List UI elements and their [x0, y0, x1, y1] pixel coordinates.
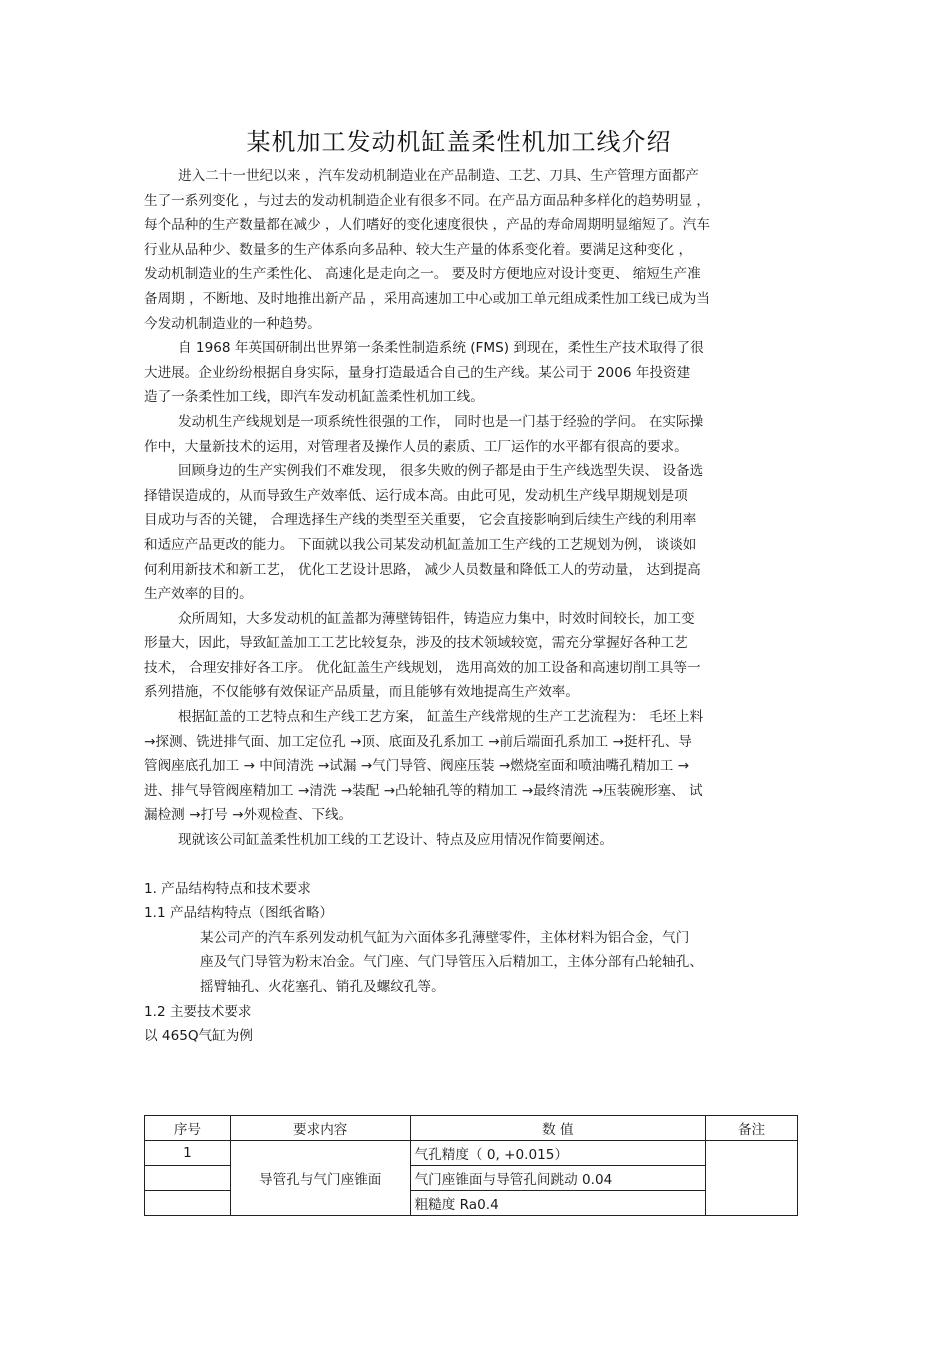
row-number-cell: 1	[145, 1141, 231, 1166]
document-body	[144, 164, 806, 1049]
table-header-row	[145, 1116, 798, 1141]
paragraph-line: 备周期 ，不断地、及时地推出新产品 ，采用高速加工中心或加工单元组成柔性加工线已成为当	[144, 290, 710, 307]
paragraph-line: →探测、铣进排气面、加工定位孔 →顶、底面及孔系加工 →前后端面孔系加工 →挺杆孔、导	[144, 733, 692, 750]
paragraph-line: 目成功与否的关键， 合理选择生产线的类型至关重要， 它会直接影响到后续生产线的利用率	[144, 512, 697, 529]
header-cell: 备注	[706, 1116, 798, 1141]
row-number-cell	[145, 1191, 231, 1216]
page-title: 某机加工发动机缸盖柔性机加工线介绍	[246, 128, 672, 156]
table-row	[145, 1141, 798, 1166]
subsection-heading: 1.2 主要技术要求	[144, 1003, 252, 1020]
paragraph-line: 和适应产品更改的能力。 下面就以我公司某发动机缸盖加工生产线的工艺规划为例， 谈谈如	[144, 536, 697, 553]
spec-table	[144, 1115, 798, 1216]
paragraph-line: 何利用新技术和新工艺， 优化工艺设计思路， 减少人员数量和降低工人的劳动量， 达到提高	[144, 561, 701, 578]
paragraph-line: 某公司产的汽车系列发动机气缸为六面体多孔薄壁零件，主体材料为铝合金，气门	[200, 929, 690, 946]
requirement-cell: 导管孔与气门座锥面	[230, 1141, 410, 1216]
paragraph-line: 回顾身边的生产实例我们不难发现， 很多失败的例子都是由于生产线选型失误、 设备选	[178, 463, 704, 480]
section-heading: 1. 产品结构特点和技术要求	[144, 880, 311, 897]
paragraph-line: 进、排气导管阀座精加工 →清洗 →装配 →凸轮轴孔等的精加工 →最终清洗 →压装碗形塞、 试	[144, 782, 703, 799]
paragraph-line: 根据缸盖的工艺特点和生产线工艺方案， 缸盖生产线常规的生产工艺流程为： 毛坯上料	[178, 709, 704, 726]
paragraph-line: 生产效率的目的。	[144, 586, 253, 603]
subsection-heading: 1.1 产品结构特点（图纸省略）	[144, 905, 334, 922]
paragraph-line: 形量大，因此，导致缸盖加工工艺比较复杂，涉及的技术领域较宽，需充分掌握好各种工艺	[144, 635, 688, 652]
paragraph-line: 行业从品种少、数量多的生产体系向多品种、较大生产量的体系变化着。要满足这种变化 ，	[144, 241, 693, 258]
value-cell: 气孔精度（ 0, +0.015）	[410, 1141, 706, 1166]
header-cell: 要求内容	[230, 1116, 410, 1141]
table-caption: 以 465Q气缸为例	[144, 1028, 253, 1045]
paragraph-line: 发动机生产线规划是一项系统性很强的工作， 同时也是一门基于经验的学问。 在实际操	[178, 413, 704, 430]
paragraph-line: 技术， 合理安排好各工序。 优化缸盖生产线规划， 选用高效的加工设备和高速切削工具等一	[144, 659, 701, 676]
paragraph-line: 作中，大量新技术的运用，对管理者及操作人员的素质、工厂运作的水平都有很高的要求。	[144, 438, 688, 455]
paragraph-line: 今发动机制造业的一种趋势。	[144, 315, 321, 332]
paragraph-line: 众所周知，大多发动机的缸盖都为薄壁铸铝件，铸造应力集中，时效时间较长，加工变	[178, 610, 695, 627]
value-cell: 粗糙度 Ra0.4	[410, 1191, 706, 1216]
paragraph-line: 大进展。企业纷纷根据自身实际，量身打造最适合自己的生产线。某公司于 2006 年投资建	[144, 364, 691, 381]
value-cell: 气门座锥面与导管孔间跳动 0.04	[410, 1166, 706, 1191]
remark-cell	[706, 1141, 798, 1216]
paragraph-line: 座及气门导管为粉末冶金。气门座、气门导管压入后精加工，主体分部有凸轮轴孔、	[200, 954, 703, 971]
header-cell: 数 值	[410, 1116, 706, 1141]
row-number-cell	[145, 1166, 231, 1191]
paragraph-line: 生了一系列变化 ，与过去的发动机制造企业有很多不同。在产品方面品种多样化的趋势明显 ，	[144, 192, 710, 209]
paragraph-line: 摇臂轴孔、火花塞孔、销孔及螺纹孔等。	[200, 979, 445, 995]
paragraph-line: 系列措施，不仅能够有效保证产品质量，而且能够有效地提高生产效率。	[144, 684, 579, 701]
paragraph-line: 造了一条柔性加工线，即汽车发动机缸盖柔性机加工线。	[144, 389, 484, 406]
paragraph-line: 管阀座底孔加工 → 中间清洗 →试漏 →气门导管、阀座压装 →燃烧室面和喷油嘴孔精加工 →	[144, 758, 690, 775]
header-cell: 序号	[145, 1116, 231, 1141]
paragraph-line: 漏检测 →打号 →外观检查、下线。	[144, 807, 353, 824]
paragraph-line: 自 1968 年英国研制出世界第一条柔性制造系统 (FMS) 到现在，柔性生产技术取得了很	[178, 340, 704, 357]
paragraph-line: 进入二十一世纪以来 ，汽车发动机制造业在产品制造、工艺、刀具、生产管理方面都产	[178, 168, 699, 184]
paragraph-line: 现就该公司缸盖柔性机加工线的工艺设计、特点及应用情况作简要阐述。	[178, 832, 613, 849]
paragraph-line: 择错误造成的，从而导致生产效率低、运行成本高。由此可见，发动机生产线早期规划是项	[144, 487, 688, 504]
paragraph-line: 每个品种的生产数量都在减少 ，人们嗜好的变化速度很快 ，产品的寿命周期明显缩短了。汽车	[144, 217, 710, 234]
paragraph-line: 发动机制造业的生产柔性化、 高速化是走向之一。 要及时方便地应对设计变更、 缩短生产准	[144, 266, 701, 283]
